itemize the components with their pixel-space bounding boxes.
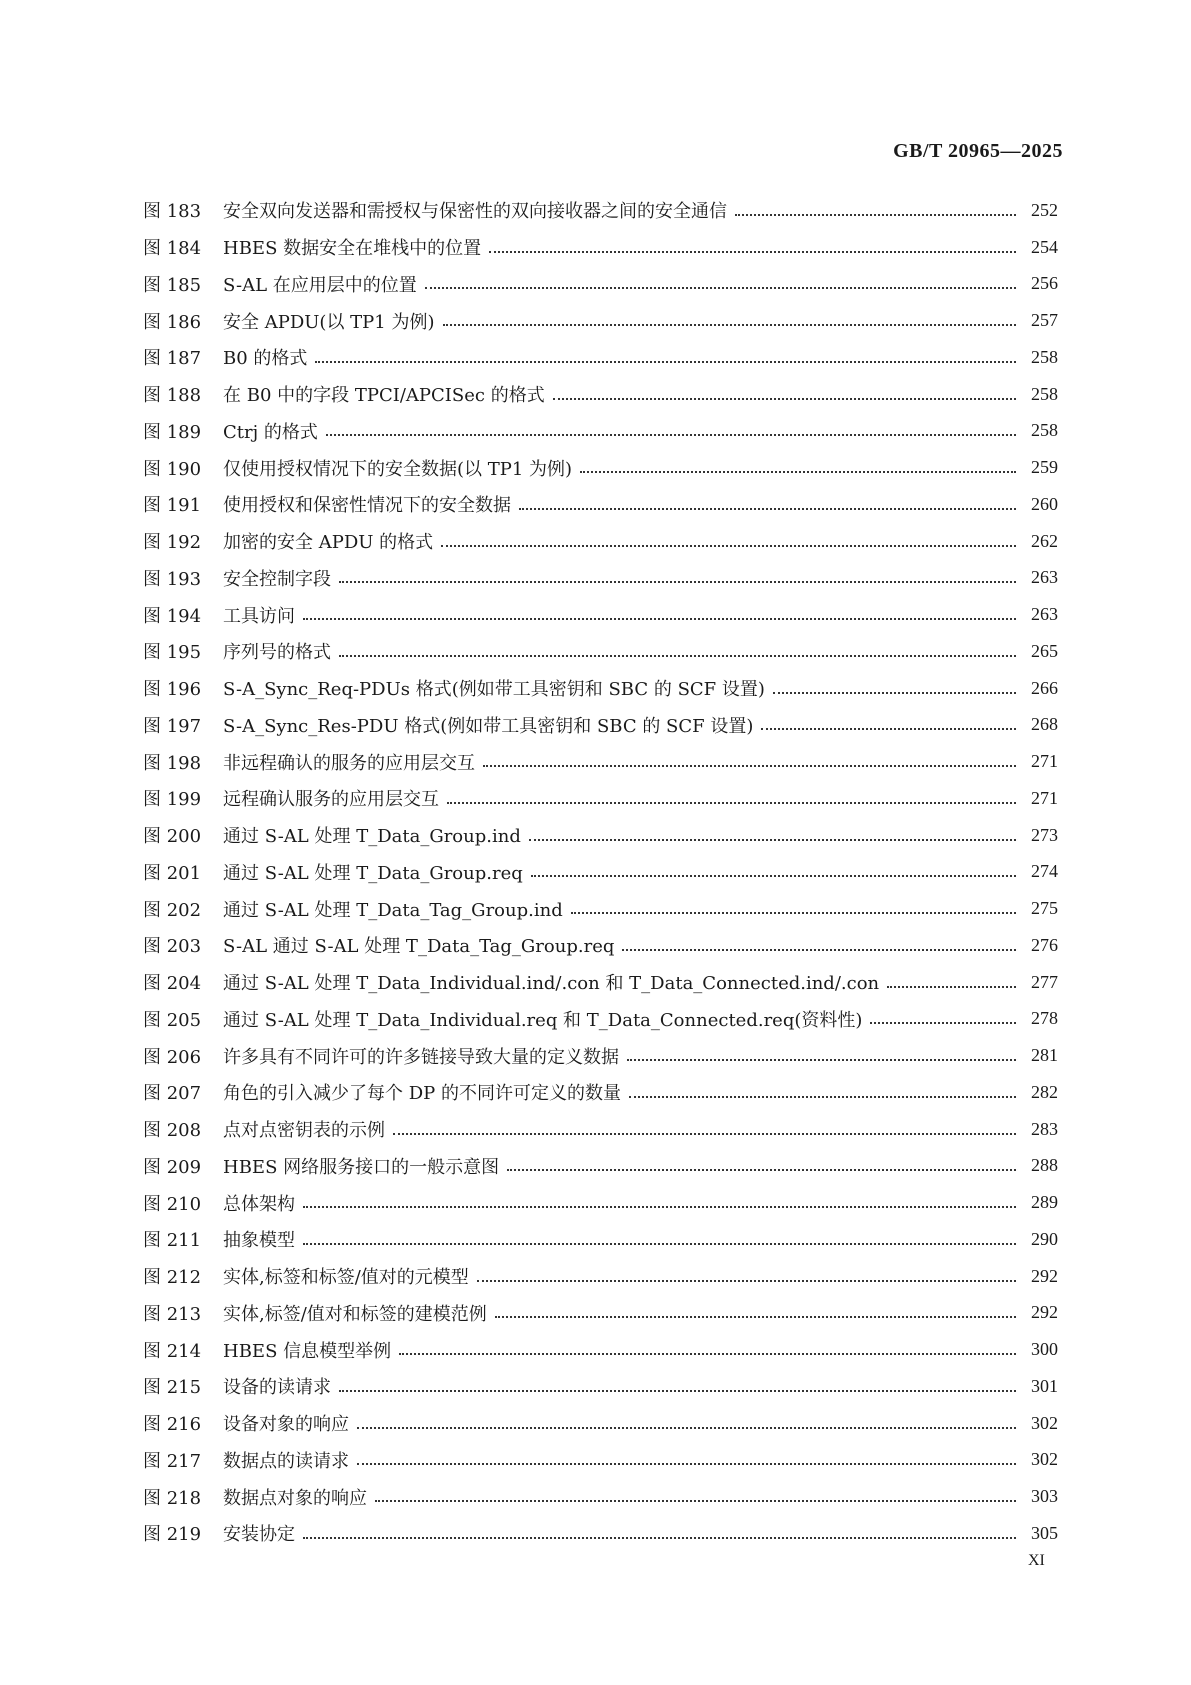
page-ref: 258 [1031, 420, 1058, 441]
figure-number: 图 211 [143, 1230, 202, 1252]
page-ref: 260 [1031, 493, 1058, 514]
dot-leader [627, 1058, 1016, 1061]
toc-entry[interactable] [143, 1515, 1058, 1552]
figure-number: 图 198 [143, 752, 202, 774]
page-ref: 262 [1031, 530, 1058, 551]
figure-number: 图 210 [143, 1193, 202, 1215]
figure-title: 通过 S-AL 处理 T_Data_Individual.ind/.con 和 T_Data_Connected.ind/.con [223, 973, 880, 995]
toc-entry[interactable] [143, 523, 1058, 560]
figure-number: 图 202 [143, 899, 202, 921]
dot-leader [483, 764, 1016, 767]
figure-title: S-AL 通过 S-AL 处理 T_Data_Tag_Group.req [223, 936, 615, 958]
dot-leader [303, 1205, 1016, 1208]
dot-leader [622, 948, 1016, 951]
figure-title: 数据点的读请求 [223, 1450, 349, 1472]
page-ref: 271 [1031, 751, 1058, 772]
figure-title: Ctrj 的格式 [223, 421, 318, 443]
toc-entry[interactable] [143, 1478, 1058, 1515]
figure-title: HBES 网络服务接口的一般示意图 [223, 1156, 500, 1178]
page-ref: 252 [1031, 199, 1058, 220]
dot-leader [580, 470, 1016, 473]
toc-entry[interactable] [143, 596, 1058, 633]
dot-leader [393, 1132, 1016, 1135]
toc-entry[interactable] [143, 1037, 1058, 1074]
page-ref: 275 [1031, 898, 1058, 919]
dot-leader [761, 727, 1016, 730]
figure-number: 图 185 [143, 274, 202, 296]
dot-leader [425, 286, 1016, 289]
figure-number: 图 190 [143, 458, 202, 480]
dot-leader [357, 1462, 1016, 1465]
figure-title: 序列号的格式 [223, 642, 331, 664]
figure-number: 图 191 [143, 495, 202, 517]
figure-title: HBES 信息模型举例 [223, 1340, 392, 1362]
figure-number: 图 212 [143, 1267, 202, 1289]
toc-entry[interactable] [143, 633, 1058, 670]
page-ref: 271 [1031, 787, 1058, 808]
page-ref: 258 [1031, 346, 1058, 367]
page-ref: 259 [1031, 457, 1058, 478]
toc-entry[interactable] [143, 707, 1058, 744]
figure-title: 使用授权和保密性情况下的安全数据 [223, 495, 511, 517]
figure-title: 安全双向发送器和需授权与保密性的双向接收器之间的安全通信 [223, 201, 727, 223]
page-ref: 273 [1031, 824, 1058, 845]
figure-number: 图 218 [143, 1487, 202, 1509]
toc-entry[interactable] [143, 302, 1058, 339]
toc-entry[interactable] [143, 1442, 1058, 1479]
figure-number: 图 187 [143, 348, 202, 370]
figure-title: 点对点密钥表的示例 [223, 1120, 385, 1142]
toc-entry[interactable] [143, 817, 1058, 854]
figure-title: S-AL 在应用层中的位置 [223, 274, 417, 296]
dot-leader [495, 1315, 1016, 1318]
page-ref: 257 [1031, 310, 1058, 331]
dot-leader [735, 213, 1016, 216]
page-ref: 300 [1031, 1339, 1058, 1360]
page-ref: 276 [1031, 934, 1058, 955]
dot-leader [489, 250, 1016, 253]
dot-leader [315, 360, 1016, 363]
toc-entry[interactable] [143, 449, 1058, 486]
figure-title: HBES 数据安全在堆栈中的位置 [223, 238, 482, 260]
page-ref: 302 [1031, 1412, 1058, 1433]
page-ref: 305 [1031, 1522, 1058, 1543]
dot-leader [303, 617, 1016, 620]
dot-leader [507, 1168, 1016, 1171]
figure-title: 安全 APDU(以 TP1 为例) [223, 311, 435, 333]
toc-entry[interactable] [143, 780, 1058, 817]
page-ref: 265 [1031, 640, 1058, 661]
dot-leader [357, 1426, 1016, 1429]
figure-title: 角色的引入减少了每个 DP 的不同许可定义的数量 [223, 1083, 621, 1105]
figure-title: 加密的安全 APDU 的格式 [223, 532, 434, 554]
dot-leader [477, 1279, 1016, 1282]
toc-entry[interactable] [143, 486, 1058, 523]
figure-number: 图 192 [143, 532, 202, 554]
dot-leader [571, 911, 1016, 914]
dot-leader [339, 1389, 1016, 1392]
dot-leader [529, 838, 1016, 841]
toc-entry[interactable] [143, 560, 1058, 597]
figure-title: 通过 S-AL 处理 T_Data_Group.ind [223, 826, 521, 848]
page-ref: 283 [1031, 1118, 1058, 1139]
toc-entry[interactable] [143, 854, 1058, 891]
figure-number: 图 219 [143, 1524, 202, 1546]
figure-number: 图 188 [143, 385, 202, 407]
dot-leader [531, 874, 1016, 877]
dot-leader [441, 544, 1016, 547]
figure-title: 抽象模型 [223, 1230, 295, 1252]
dot-leader [399, 1352, 1016, 1355]
page-ref: 303 [1031, 1486, 1058, 1507]
figure-number: 图 189 [143, 421, 202, 443]
figure-number: 图 213 [143, 1303, 202, 1325]
dot-leader [339, 654, 1016, 657]
page-ref: 288 [1031, 1155, 1058, 1176]
dot-leader [553, 397, 1016, 400]
figure-list [143, 192, 1058, 1552]
figure-number: 图 193 [143, 568, 202, 590]
toc-entry[interactable] [143, 1368, 1058, 1405]
figure-number: 图 214 [143, 1340, 202, 1362]
page-ref: 282 [1031, 1081, 1058, 1102]
figure-number: 图 215 [143, 1377, 202, 1399]
figure-number: 图 206 [143, 1046, 202, 1068]
figure-title: 仅使用授权情况下的安全数据(以 TP1 为例) [223, 458, 573, 480]
dot-leader [303, 1242, 1016, 1245]
figure-number: 图 196 [143, 679, 202, 701]
dot-leader [870, 1021, 1016, 1024]
page-ref: 289 [1031, 1192, 1058, 1213]
figure-title: S-A_Sync_Res-PDU 格式(例如带工具密钥和 SBC 的 SCF 设置) [223, 715, 754, 737]
toc-entry[interactable] [143, 1258, 1058, 1295]
page-ref: 281 [1031, 1045, 1058, 1066]
toc-entry[interactable] [143, 1221, 1058, 1258]
page-ref: 256 [1031, 273, 1058, 294]
page-ref: 290 [1031, 1228, 1058, 1249]
figure-number: 图 216 [143, 1414, 202, 1436]
figure-title: 通过 S-AL 处理 T_Data_Tag_Group.ind [223, 899, 563, 921]
page-ref: 263 [1031, 604, 1058, 625]
toc-entry[interactable] [143, 1184, 1058, 1221]
page-number: XI [1028, 1552, 1045, 1569]
toc-entry[interactable] [143, 229, 1058, 266]
dot-leader [447, 801, 1016, 804]
figure-title: B0 的格式 [223, 348, 308, 370]
figure-number: 图 209 [143, 1156, 202, 1178]
figure-number: 图 203 [143, 936, 202, 958]
figure-number: 图 205 [143, 1009, 202, 1031]
figure-number: 图 207 [143, 1083, 202, 1105]
figure-number: 图 197 [143, 715, 202, 737]
toc-entry[interactable] [143, 964, 1058, 1001]
page-ref: 292 [1031, 1302, 1058, 1323]
page-ref: 278 [1031, 1008, 1058, 1029]
toc-entry[interactable] [143, 1295, 1058, 1332]
figure-number: 图 184 [143, 238, 202, 260]
figure-title: 实体,标签和标签/值对的元模型 [223, 1267, 469, 1289]
figure-number: 图 204 [143, 973, 202, 995]
figure-title: 通过 S-AL 处理 T_Data_Group.req [223, 862, 523, 884]
figure-title: 许多具有不同许可的许多链接导致大量的定义数据 [223, 1046, 619, 1068]
figure-number: 图 183 [143, 201, 202, 223]
page-ref: 301 [1031, 1375, 1058, 1396]
toc-entry[interactable] [143, 1148, 1058, 1185]
page-ref: 258 [1031, 383, 1058, 404]
figure-title: 设备的读请求 [223, 1377, 331, 1399]
figure-title: 在 B0 中的字段 TPCI/APCISec 的格式 [223, 385, 545, 407]
figure-title: 安装协定 [223, 1524, 295, 1546]
figure-number: 图 208 [143, 1120, 202, 1142]
toc-entry[interactable] [143, 670, 1058, 707]
page-ref: 292 [1031, 1265, 1058, 1286]
figure-title: 通过 S-AL 处理 T_Data_Individual.req 和 T_Data_Connected.req(资料性) [223, 1009, 863, 1031]
page-ref: 302 [1031, 1449, 1058, 1470]
toc-entry[interactable] [143, 192, 1058, 229]
dot-leader [303, 1536, 1016, 1539]
page-ref: 274 [1031, 861, 1058, 882]
toc-entry[interactable] [143, 890, 1058, 927]
dot-leader [773, 691, 1016, 694]
figure-number: 图 200 [143, 826, 202, 848]
page-ref: 268 [1031, 714, 1058, 735]
document-code: GB/T 20965—2025 [893, 140, 1063, 162]
figure-number: 图 217 [143, 1450, 202, 1472]
figure-title: 总体架构 [223, 1193, 295, 1215]
figure-number: 图 199 [143, 789, 202, 811]
toc-entry[interactable] [143, 1001, 1058, 1038]
toc-entry[interactable] [143, 376, 1058, 413]
figure-title: 远程确认服务的应用层交互 [223, 789, 439, 811]
toc-entry[interactable] [143, 743, 1058, 780]
page-ref: 263 [1031, 567, 1058, 588]
dot-leader [339, 580, 1016, 583]
toc-entry[interactable] [143, 927, 1058, 964]
page-ref: 254 [1031, 236, 1058, 257]
toc-entry[interactable] [143, 1405, 1058, 1442]
dot-leader [375, 1499, 1016, 1502]
toc-entry[interactable] [143, 1074, 1058, 1111]
figure-title: 设备对象的响应 [223, 1414, 349, 1436]
figure-number: 图 195 [143, 642, 202, 664]
figure-title: 非远程确认的服务的应用层交互 [223, 752, 475, 774]
toc-entry[interactable] [143, 1331, 1058, 1368]
page-ref: 277 [1031, 971, 1058, 992]
dot-leader [443, 323, 1017, 326]
figure-title: S-A_Sync_Req-PDUs 格式(例如带工具密钥和 SBC 的 SCF 设置) [223, 679, 765, 701]
figure-title: 安全控制字段 [223, 568, 331, 590]
dot-leader [519, 507, 1016, 510]
figure-title: 数据点对象的响应 [223, 1487, 367, 1509]
figure-title: 实体,标签/值对和标签的建模范例 [223, 1303, 487, 1325]
figure-title: 工具访问 [223, 605, 295, 627]
toc-entry[interactable] [143, 1111, 1058, 1148]
page-ref: 266 [1031, 677, 1058, 698]
dot-leader [629, 1095, 1016, 1098]
toc-entry[interactable] [143, 339, 1058, 376]
dot-leader [887, 985, 1016, 988]
toc-entry[interactable] [143, 266, 1058, 303]
dot-leader [326, 433, 1016, 436]
figure-number: 图 194 [143, 605, 202, 627]
figure-number: 图 186 [143, 311, 202, 333]
toc-entry[interactable] [143, 413, 1058, 450]
figure-number: 图 201 [143, 862, 202, 884]
